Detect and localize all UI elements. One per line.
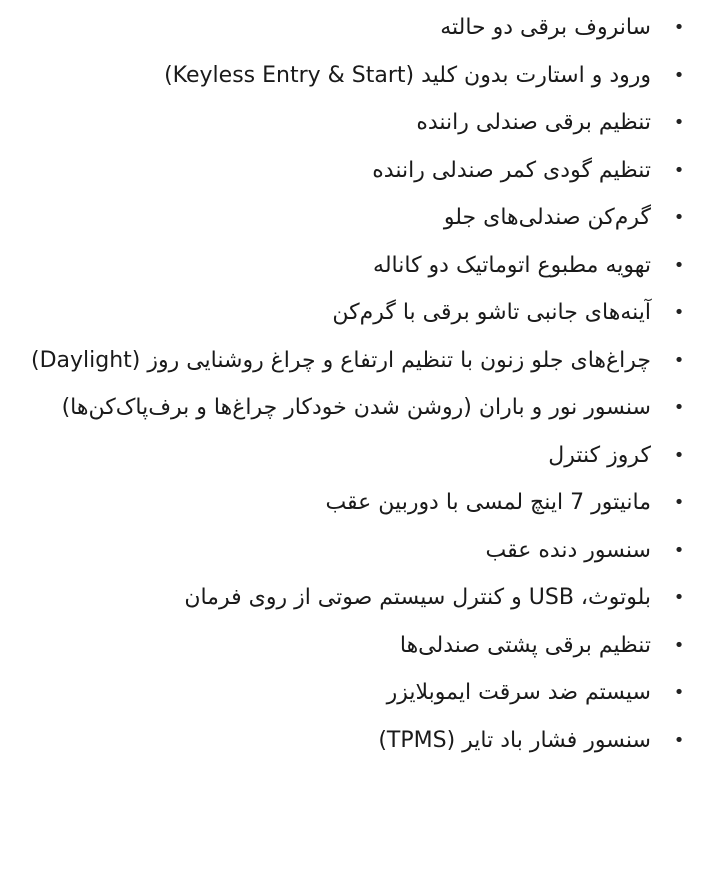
feature-text: تنظیم برقی پشتی صندلی‌ها bbox=[399, 632, 651, 658]
feature-text: ورود و استارت بدون کلید (Keyless Entry & Start) bbox=[164, 62, 651, 88]
bullet-icon: • bbox=[673, 254, 685, 276]
bullet-icon: • bbox=[673, 539, 685, 561]
feature-text: تنظیم برقی صندلی راننده bbox=[416, 110, 651, 135]
list-item bbox=[20, 717, 691, 765]
bullet-icon: • bbox=[673, 587, 685, 608]
feature-text: مانیتور 7 اینچ لمسی با دوربین عقب bbox=[325, 490, 651, 515]
list-item bbox=[20, 527, 691, 575]
bullet-icon: • bbox=[673, 159, 685, 181]
feature-text: سیستم ضد سرقت ایموبلایزر bbox=[386, 680, 651, 705]
feature-text: چراغ‌های جلو زنون با تنظیم ارتفاع و چراغ روشنایی روز (Daylight) bbox=[30, 347, 651, 373]
feature-text: تنظیم گودی کمر صندلی راننده bbox=[372, 157, 651, 183]
bullet-icon: • bbox=[673, 682, 685, 703]
list-item bbox=[20, 337, 691, 385]
feature-text: آینه‌های جانبی تاشو برقی با گرم‌کن bbox=[332, 300, 651, 325]
feature-text: بلوتوث، USB و کنترل سیستم صوتی از روی فرمان bbox=[184, 585, 651, 610]
list-item bbox=[20, 669, 691, 717]
bullet-icon: • bbox=[673, 207, 685, 228]
feature-text: سنسور فشار باد تایر (TPMS) bbox=[378, 727, 651, 753]
list-item bbox=[20, 52, 691, 100]
list-item bbox=[20, 574, 691, 622]
list-item bbox=[20, 384, 691, 432]
feature-text: سانروف برقی دو حالته bbox=[440, 15, 651, 40]
list-item bbox=[20, 242, 691, 290]
bullet-icon: • bbox=[673, 397, 685, 418]
list-item bbox=[20, 4, 691, 52]
list-item bbox=[20, 99, 691, 147]
feature-text: تهویه مطبوع اتوماتیک دو کاناله bbox=[373, 252, 651, 278]
bullet-icon: • bbox=[673, 492, 685, 513]
feature-text: کروز کنترل bbox=[548, 442, 651, 468]
list-item bbox=[20, 479, 691, 527]
bullet-icon: • bbox=[673, 17, 685, 38]
list-item bbox=[20, 622, 691, 670]
list-item bbox=[20, 432, 691, 480]
bullet-icon: • bbox=[673, 349, 685, 371]
bullet-icon: • bbox=[673, 64, 685, 86]
bullet-icon: • bbox=[673, 112, 685, 133]
list-item bbox=[20, 194, 691, 242]
feature-text: سنسور دنده عقب bbox=[485, 537, 651, 563]
features-list bbox=[20, 4, 691, 764]
feature-text: گرم‌کن صندلی‌های جلو bbox=[443, 205, 651, 230]
bullet-icon: • bbox=[673, 444, 685, 466]
bullet-icon: • bbox=[673, 729, 685, 751]
feature-text: سنسور نور و باران (روشن شدن خودکار چراغ‌ها و برف‌پاک‌کن‌ها) bbox=[61, 395, 651, 420]
bullet-icon: • bbox=[673, 302, 685, 323]
bullet-icon: • bbox=[673, 634, 685, 656]
list-item bbox=[20, 147, 691, 195]
list-item bbox=[20, 289, 691, 337]
